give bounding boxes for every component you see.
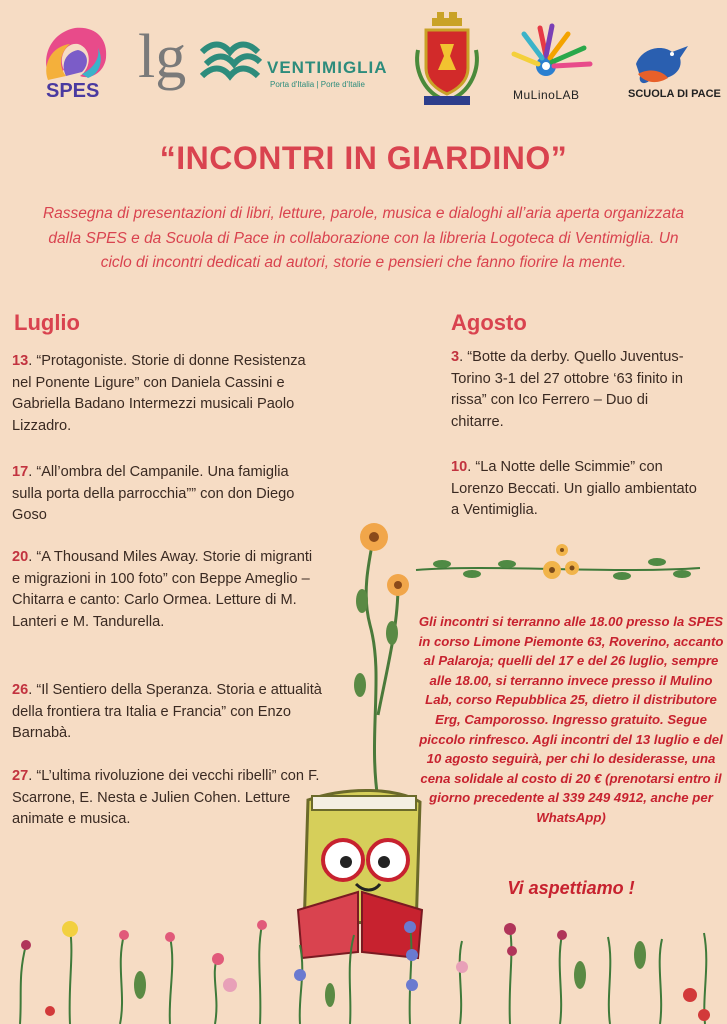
event-day: 27 bbox=[12, 768, 29, 784]
july-event bbox=[12, 547, 322, 633]
august-event bbox=[451, 347, 701, 433]
july-heading: Luglio bbox=[14, 310, 80, 335]
event-day: 20 bbox=[12, 549, 29, 565]
event-text: . “Botte da derby. Quello Juventus-Torino 3-1 del 27 ottobre ‘63 finito in rissa” con Ico Ferrero – Duo di chitarre. bbox=[451, 349, 684, 430]
mulino-lab-logo-text: MuLinoLAB bbox=[513, 88, 580, 102]
ventimiglia-crest-icon bbox=[410, 10, 484, 108]
event-day: 26 bbox=[12, 682, 29, 698]
july-event bbox=[12, 766, 322, 831]
event-info-text: Gli incontri si terranno alle 18.00 presso la SPES in corso Limone Piemonte 63, Roverino, accanto al Palaroja; quelli del 17 e del 26 luglio, sempre alle 18.00, si terranno invece presso il Mulino Lab, corso Repubblica 25, dietro il distributore Erg, Camporosso. Ingresso gratuito. Segue piccolo rinfresco. Agli incontri del 13 luglio e del 10 agosto seguirà, per chi lo desiderasse, una cena solidale al costo di 20 € (prenotarsi entro il giorno precedente al 339 249 4912, anche per WhatsApp) bbox=[418, 614, 724, 825]
ventimiglia-logo-text: VENTIMIGLIA bbox=[267, 58, 388, 77]
event-day: 3 bbox=[451, 349, 460, 365]
august-event bbox=[451, 457, 701, 522]
event-text: . “La Notte delle Scimmie” con Lorenzo Beccati. Un giallo ambientato a Ventimiglia. bbox=[451, 459, 697, 518]
closing-message: Vi aspettiamo ! bbox=[507, 878, 635, 898]
page-title: “INCONTRI IN GIARDINO” bbox=[159, 140, 568, 176]
spes-logo-text: SPES bbox=[46, 80, 100, 102]
lg-logo: lg bbox=[138, 23, 187, 91]
event-day: 13 bbox=[12, 353, 29, 369]
wildflowers-border bbox=[0, 915, 727, 1024]
flower-stem-decoration bbox=[338, 515, 422, 805]
july-event bbox=[12, 462, 322, 527]
event-text: . “Il Sentiero della Speranza. Storia e attualità della frontiera tra Italia e Francia” con Enzo Barnabà. bbox=[12, 682, 322, 741]
event-text: . “All’ombra del Campanile. Una famiglia sulla porta della parrocchia”” con don Diego Goso bbox=[12, 464, 295, 523]
july-event bbox=[12, 351, 322, 437]
july-event bbox=[12, 680, 322, 745]
event-text: . “A Thousand Miles Away. Storie di migranti e migrazioni in 100 foto” con Beppe Ameglio – Chitarra e canto: Carlo Ormea. Letture di M. Lanteri e M. Tandurella. bbox=[12, 549, 313, 630]
page-subtitle: Rassegna di presentazioni di libri, letture, parole, musica e dialoghi all’aria aperta organizzata dalla SPES e da Scuola di Pace in collaborazione con la libreria Logoteca di Ventimiglia. Un ciclo di incontri dedicati ad autori, storie e pensieri che fanno fiorire la mente. bbox=[42, 205, 685, 271]
scuola-di-pace-bird-icon bbox=[628, 34, 698, 88]
event-day: 10 bbox=[451, 459, 468, 475]
august-heading: Agosto bbox=[451, 310, 527, 335]
scuola-di-pace-logo-text: SCUOLA DI PACE bbox=[628, 88, 721, 100]
ventimiglia-logo-subtext: Porta d'Italia | Porte d'Italie bbox=[270, 80, 365, 89]
event-text: . “L’ultima rivoluzione dei vecchi ribelli” con F. Scarrone, E. Nesta e Julien Cohen. Letture animate e musica. bbox=[12, 768, 320, 827]
event-day: 17 bbox=[12, 464, 29, 480]
flower-vine-decoration bbox=[412, 540, 704, 590]
event-text: . “Protagoniste. Storie di donne Resistenza nel Ponente Ligure” con Daniela Cassini e Gabriella Badano Intermezzi musicali Paolo Lizzadro. bbox=[12, 353, 306, 434]
ventimiglia-wave-icon bbox=[200, 38, 262, 84]
